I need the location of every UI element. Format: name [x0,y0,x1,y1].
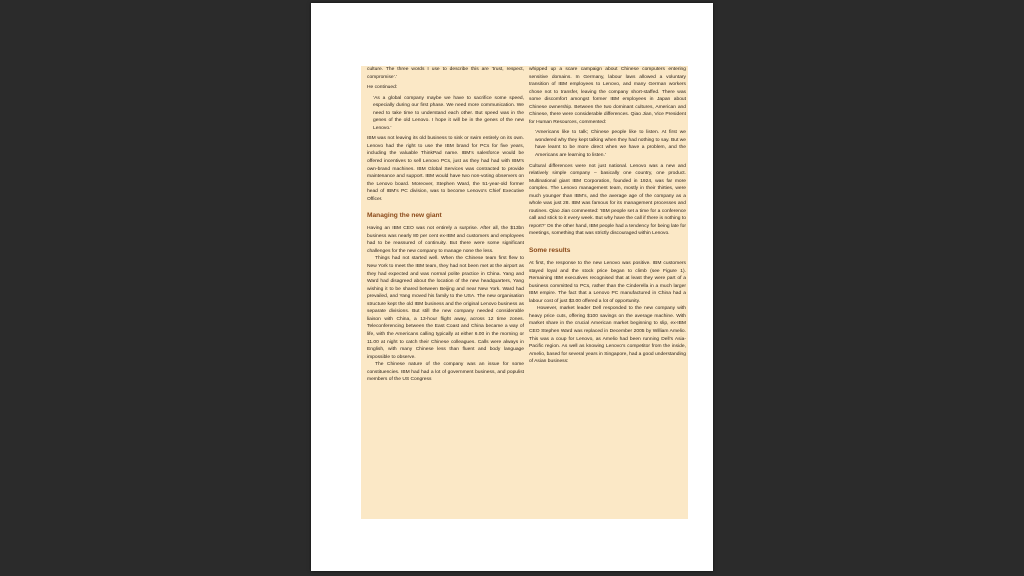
section-heading: Managing the new giant [367,212,442,220]
paragraph: Having an IBM CEO was not entirely a surprise. After all, the $13bn business was nearly 80 per cent ex-IBM and customers and employees had to be reassured of continuity. But there were some significant challenges for the new company to manage none the less. [367,226,524,254]
paragraph: culture. The three words I use to describe this are ‘trust, respect, compromise’.’ [367,67,524,80]
left-column [367,66,524,384]
paragraph: At first, the response to the new Lenovo was positive. IBM customers stayed loyal and the stock price began to climb (see Figure 1). Remaining IBM executives recognised that at least they were part of a business committed to PCs, rather than the Cinderella in a much larger IBM empire. The fact that a Lenovo PC manufactured in China had a labour cost of just $3.00 offered a lot of opportunity. [529,261,686,304]
quotation: ‘Americans like to talk; Chinese people like to listen. At first we wondered why they kept talking when they had nothing to say. But we have learnt to be more direct when we have a problem, and the Americans are learning to listen.’ [535,130,686,159]
quotation: ‘As a global company maybe we have to sacrifice some speed, especially during our first phase. We need more communication. We need to take time to understand each other. But speed was in the genes of the old Lenovo. I hope it will be in the genes of the new Lenovo.’ [373,95,524,131]
paragraph: Things had not started well. When the Chinese team first flew to New York to meet the IBM team, they had not been met at the airport as they had expected and was normal polite practice in China. Yang and Ward had disagreed about the location of the new headquarters, Yang wishing it to be shared between Beijing and near New York. Ward had prevailed, and Yang moved his family to the USA. The new organisation structure kept the old IBM business and the original Lenovo business as separate divisions. But still the new company needed considerable liaison with China, a 13-hour flight away, across 12 time zones. Teleconferencing between the East Coast and China became a way of life, with the Americans calling typically at either 6.00 in the morning or 11.00 at night to catch their Chinese colleagues. Calls were always in English, with many Chinese less than fluent and body language impossible to observe. [367,256,524,360]
section-heading: Some results [529,247,571,255]
paragraph: whipped up a scare campaign about Chinese computers entering sensitive domains. In Germany, labour laws allowed a voluntary transition of IBM employees to Lenovo, and many German workers chose not to transfer, leaving the company short-staffed. There was some discomfort amongst former IBM employees in Japan about Chinese ownership. Between the two dominant cultures, American and Chinese, there were considerable differences. Qiao Jian, Vice President for Human Resources, commented: [529,67,686,125]
paragraph: IBM was not leaving its old business to sink or swim entirely on its own. Lenovo had the right to use the IBM brand for PCs for five years, including the valuable ThinkPad name. IBM’s salesforce would be offered incentives to sell Lenovo PCs, just as they had had with IBM’s own-brand machines. IBM Global Services was contracted to provide maintenance and support. IBM would have two non-voting observers on the Lenovo board. Moreover, Stephen Ward, the 51-year-old former head of IBM’s PC division, was to become Lenovo’s Chief Executive Officer. [367,136,524,202]
paragraph: The Chinese nature of the company was an issue for some constituencies. IBM had had a lot of government business, and populist members of the US Congress [367,362,524,383]
paragraph: He continued: [367,85,398,91]
right-column [529,66,686,366]
paragraph: Cultural differences were not just national. Lenovo was a new and relatively simple company – basically one country, one product. Multinational giant IBM Corporation, founded in 1924, was far more complex. The Lenovo management team, mostly in their thirties, were much younger than IBM’s, and the average age of the company as a whole was just 28. IBM was famous for its management processes and routines. Qiao Jian commented: ‘IBM people set a time for a conference call and stick to it every week. But why have the call if there is nothing to report?’ On the other hand, IBM people had a tendency for being late for meetings, something that was strictly discouraged within Lenovo. [529,163,686,237]
paragraph: However, market leader Dell responded to the new company with heavy price cuts, offering $100 savings on the average machine. With market share in the crucial American market beginning to slip, ex-IBM CEO Stephen Ward was replaced in December 2005 by William Amelio. This was a coup for Lenovo, as Amelio had been running Dell’s Asia-Pacific region. As well as knowing Lenovo’s competitor from the inside, Amelio, based for several years in Singapore, had a good understanding of Asian business: [529,306,686,365]
